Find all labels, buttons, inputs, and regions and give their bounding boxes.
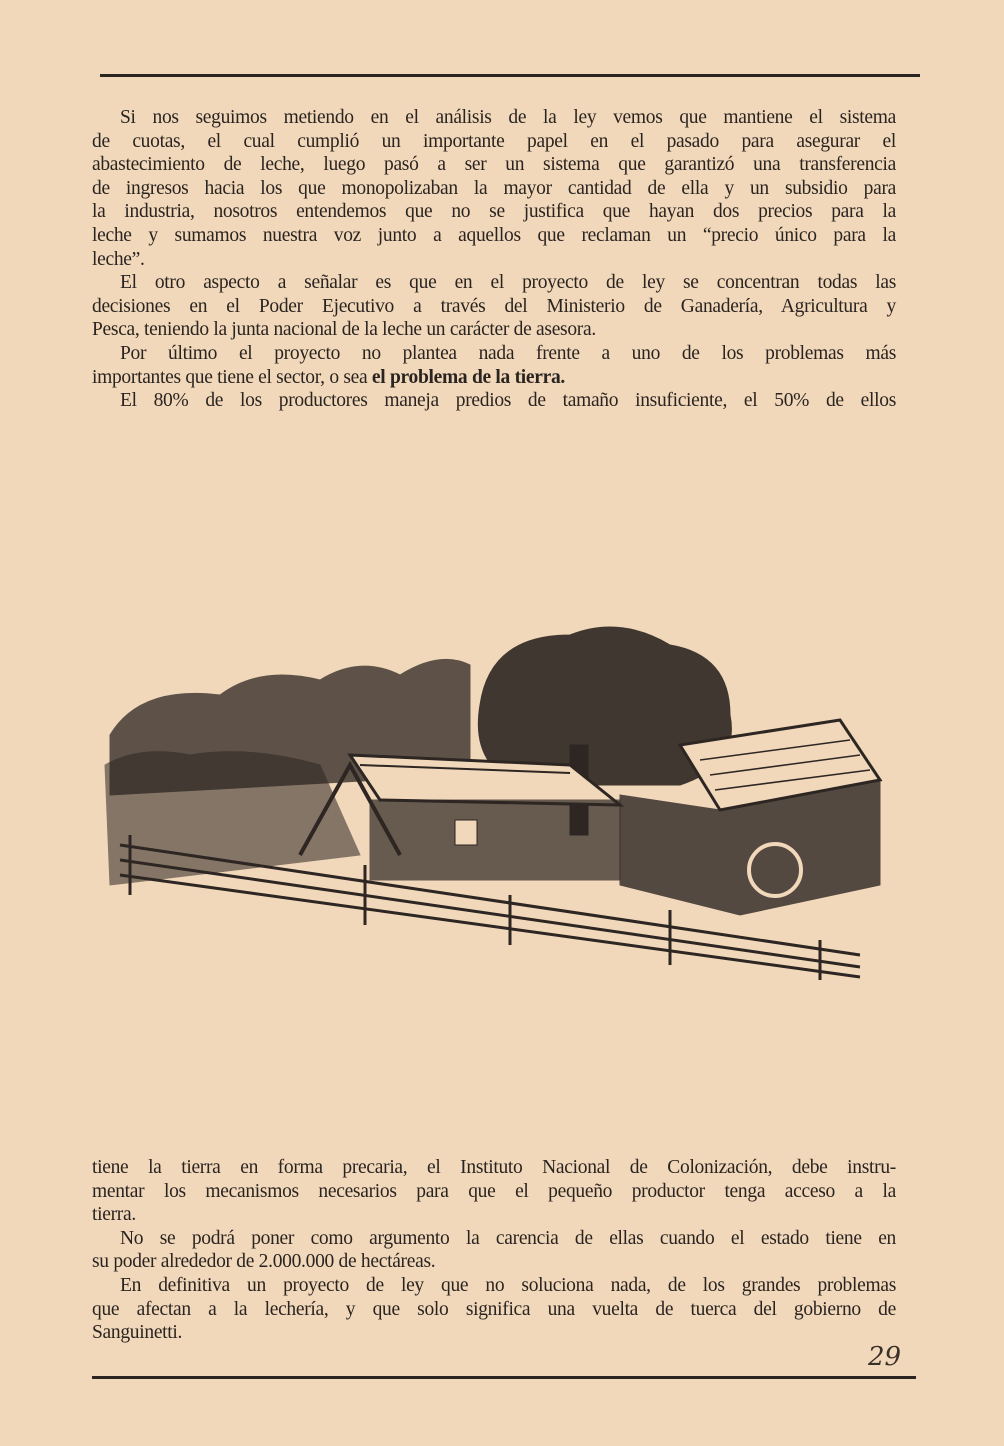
house-wall <box>370 800 620 880</box>
farmhouse-illustration <box>100 595 890 990</box>
text-line: que afectan a la lechería, y que solo significa una vuelta de tuerca del gobierno de <box>92 1298 896 1320</box>
text-line: su poder alrededor de 2.000.000 de hectáreas. <box>92 1251 436 1273</box>
text-line: El otro aspecto a señalar es que en el proyecto de ley se concentran todas las <box>120 272 896 294</box>
window <box>455 820 477 845</box>
text-line: No se podrá poner como argumento la carencia de ellas cuando el estado tiene en <box>120 1227 896 1249</box>
paragraph-5 <box>92 1156 896 1227</box>
emphasis-problema-tierra: el problema de la tierra. <box>371 366 565 388</box>
text-line: Pesca, teniendo la junta nacional de la leche un carácter de asesora. <box>92 319 596 341</box>
text-line: decisiones en el Poder Ejecutivo a través del Ministerio de Ganadería, Agricultura y <box>92 295 896 317</box>
text-line: mentar los mecanismos necesarios para que el pequeño productor tenga acceso a la <box>92 1180 896 1202</box>
text-line: Sanguinetti. <box>92 1322 183 1344</box>
text-line: abastecimiento de leche, luego pasó a ser un sistema que garantizó una transferencia <box>92 154 896 176</box>
bottom-rule <box>92 1376 916 1379</box>
text-line: la industria, nosotros entendemos que no se justifica que hayan dos precios para la <box>92 201 896 223</box>
paragraph-3 <box>92 342 896 389</box>
text-line-prefix: importantes que tiene el sector, o sea <box>92 366 372 388</box>
text-line: tiene la tierra en forma precaria, el Instituto Nacional de Colonización, debe instru- <box>92 1157 896 1178</box>
paragraph-6 <box>92 1227 896 1274</box>
paragraph-4 <box>92 389 896 413</box>
text-line: leche y sumamos nuestra voz junto a aquellos que reclaman un “precio único para la <box>92 224 896 246</box>
bottom-text-block <box>92 1156 896 1345</box>
text-line: Si nos seguimos metiendo en el análisis de la ley vemos que mantiene el sistema <box>120 107 896 128</box>
text-line <box>92 366 896 390</box>
paragraph-2 <box>92 271 896 342</box>
text-line: En definitiva un proyecto de ley que no soluciona nada, de los grandes problemas <box>120 1274 896 1296</box>
top-rule <box>100 74 920 77</box>
text-line: Por último el proyecto no plantea nada frente a uno de los problemas más <box>120 342 896 364</box>
text-line: de cuotas, el cual cumplió un importante papel en el pasado para asegurar el <box>92 130 896 152</box>
text-line: de ingresos hacia los que monopolizaban la mayor cantidad de ella y un subsidio para <box>92 177 896 199</box>
text-line: tierra. <box>92 1204 136 1226</box>
page-number: 29 <box>868 1342 902 1372</box>
top-text-block <box>92 106 896 413</box>
text-line: El 80% de los productores maneja predios de tamaño insuficiente, el 50% de ellos <box>120 390 896 412</box>
paragraph-7 <box>92 1274 896 1345</box>
paragraph-1 <box>92 106 896 271</box>
text-line: leche”. <box>92 248 145 270</box>
